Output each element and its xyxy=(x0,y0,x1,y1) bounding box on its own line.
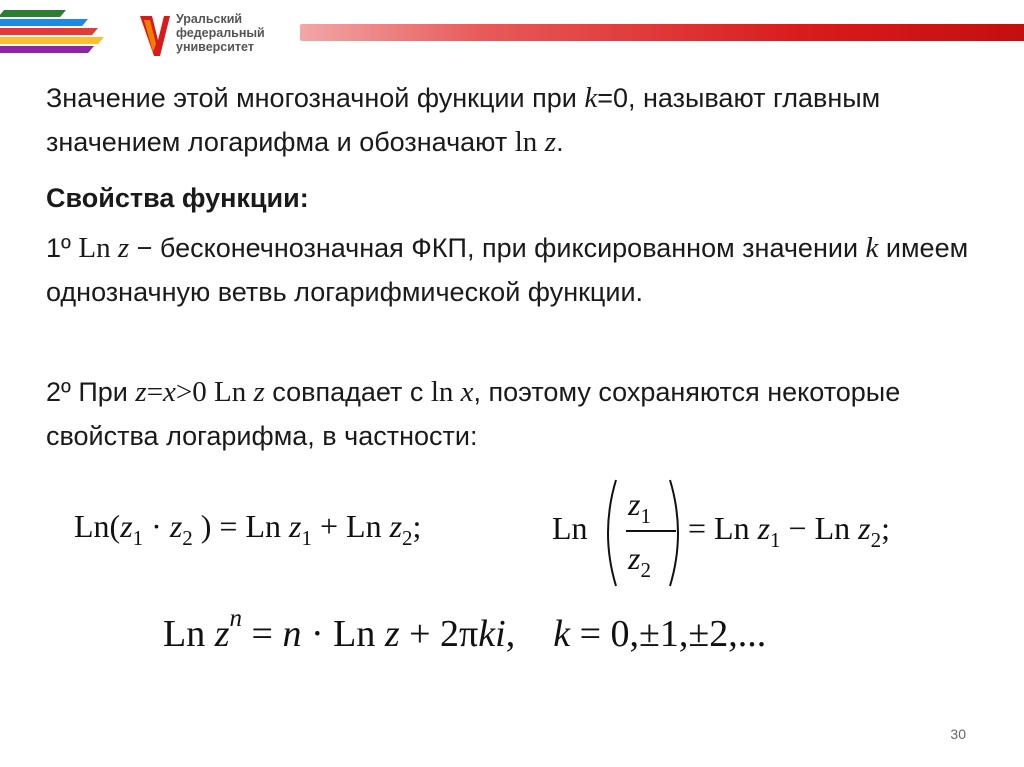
math-text: + Ln xyxy=(311,508,390,544)
math-z: z xyxy=(253,376,265,408)
math-text: Ln xyxy=(163,613,215,655)
math-n: n xyxy=(282,613,302,655)
math-ln: ln xyxy=(514,126,538,158)
math-text: = 0,±1,±2,... xyxy=(570,613,767,655)
math-z: z xyxy=(135,376,147,408)
university-logo-icon xyxy=(138,14,172,58)
math-text: Ln( xyxy=(74,508,121,544)
stripe-red xyxy=(0,28,98,35)
math-text: + 2π xyxy=(399,613,479,655)
property-1 xyxy=(46,226,976,314)
math-subscript: 2 xyxy=(402,526,413,550)
paragraph-principal-value xyxy=(46,76,976,164)
math-z: z xyxy=(384,613,400,655)
math-x: x xyxy=(460,376,474,408)
text: 2º При xyxy=(46,377,136,407)
fraction-denominator xyxy=(628,540,651,583)
math-subscript: 2 xyxy=(182,526,193,550)
text: имеем однозначную ветвь логарифмической функции. xyxy=(46,233,969,307)
right-paren-icon xyxy=(666,478,688,588)
text: =0, называют главным значением логарифма и обозначают xyxy=(46,83,881,157)
math-x: x xyxy=(163,376,176,408)
math-Ln: Ln xyxy=(78,232,118,264)
math-k: k xyxy=(553,613,571,655)
math-text: ) = Ln xyxy=(192,508,290,544)
math-ln: ln xyxy=(430,376,461,408)
text: , поэтому сохраняются некоторые свойства логарифма, в частности: xyxy=(46,377,901,451)
math-z: z xyxy=(214,613,230,655)
university-name xyxy=(176,12,265,54)
stripe-blue xyxy=(0,19,88,26)
math-text: − Ln xyxy=(780,510,859,546)
header-stripes xyxy=(0,10,130,58)
text: совпадает с xyxy=(264,377,431,407)
math-z: z xyxy=(628,540,641,576)
math-subscript: 2 xyxy=(640,558,651,582)
math-z: z xyxy=(544,126,557,158)
math-z: z xyxy=(120,508,133,544)
math-subscript: 1 xyxy=(640,504,651,528)
math-text: = Ln xyxy=(688,510,758,546)
math-z: z xyxy=(628,486,641,522)
math-z: z xyxy=(858,510,871,546)
math-k: k xyxy=(865,232,879,264)
math-ki: ki xyxy=(478,613,506,655)
property-2 xyxy=(46,370,976,458)
logo-line: университет xyxy=(176,40,254,54)
math-z: z xyxy=(757,510,771,546)
formula-log-power xyxy=(163,605,766,656)
math-z: z xyxy=(289,508,302,544)
stripe-purple xyxy=(0,46,94,53)
fraction-numerator xyxy=(628,486,651,529)
math-text: ; xyxy=(881,510,890,546)
stripe-green xyxy=(0,10,66,17)
math-eq: = xyxy=(146,376,164,408)
math-subscript: 1 xyxy=(770,528,781,552)
math-Ln: Ln xyxy=(552,510,588,546)
page-number: 30 xyxy=(950,726,966,742)
math-z: z xyxy=(169,508,183,544)
math-text: ; xyxy=(412,508,422,544)
math-text: · Ln xyxy=(301,613,385,655)
text: − бесконечнозначная ФКП, при фиксированном значении xyxy=(129,233,866,263)
math-Ln: Ln xyxy=(214,376,254,408)
quotient-rhs xyxy=(688,510,890,553)
left-paren-icon xyxy=(598,478,620,588)
text: . xyxy=(556,127,564,157)
formula-log-product xyxy=(74,508,421,551)
stripe-yellow xyxy=(0,37,104,44)
text: Значение этой многозначной функции при xyxy=(46,83,585,113)
math-subscript: 2 xyxy=(870,528,882,552)
logo-line: Уральский xyxy=(176,12,243,26)
math-z: z xyxy=(117,232,130,264)
math-z: z xyxy=(389,508,403,544)
math-text: = xyxy=(242,613,283,655)
math-gt: >0 xyxy=(175,376,215,408)
math-superscript: n xyxy=(229,605,243,632)
math-k: k xyxy=(584,82,598,114)
math-text: · xyxy=(143,508,170,544)
section-heading: Свойства функции: xyxy=(46,183,309,213)
math-text: , xyxy=(505,613,554,655)
math-subscript: 1 xyxy=(132,526,144,550)
text: 1º xyxy=(46,233,79,263)
header-rule xyxy=(300,24,1024,41)
logo-line: федеральный xyxy=(176,26,265,40)
math-subscript: 1 xyxy=(301,526,312,550)
